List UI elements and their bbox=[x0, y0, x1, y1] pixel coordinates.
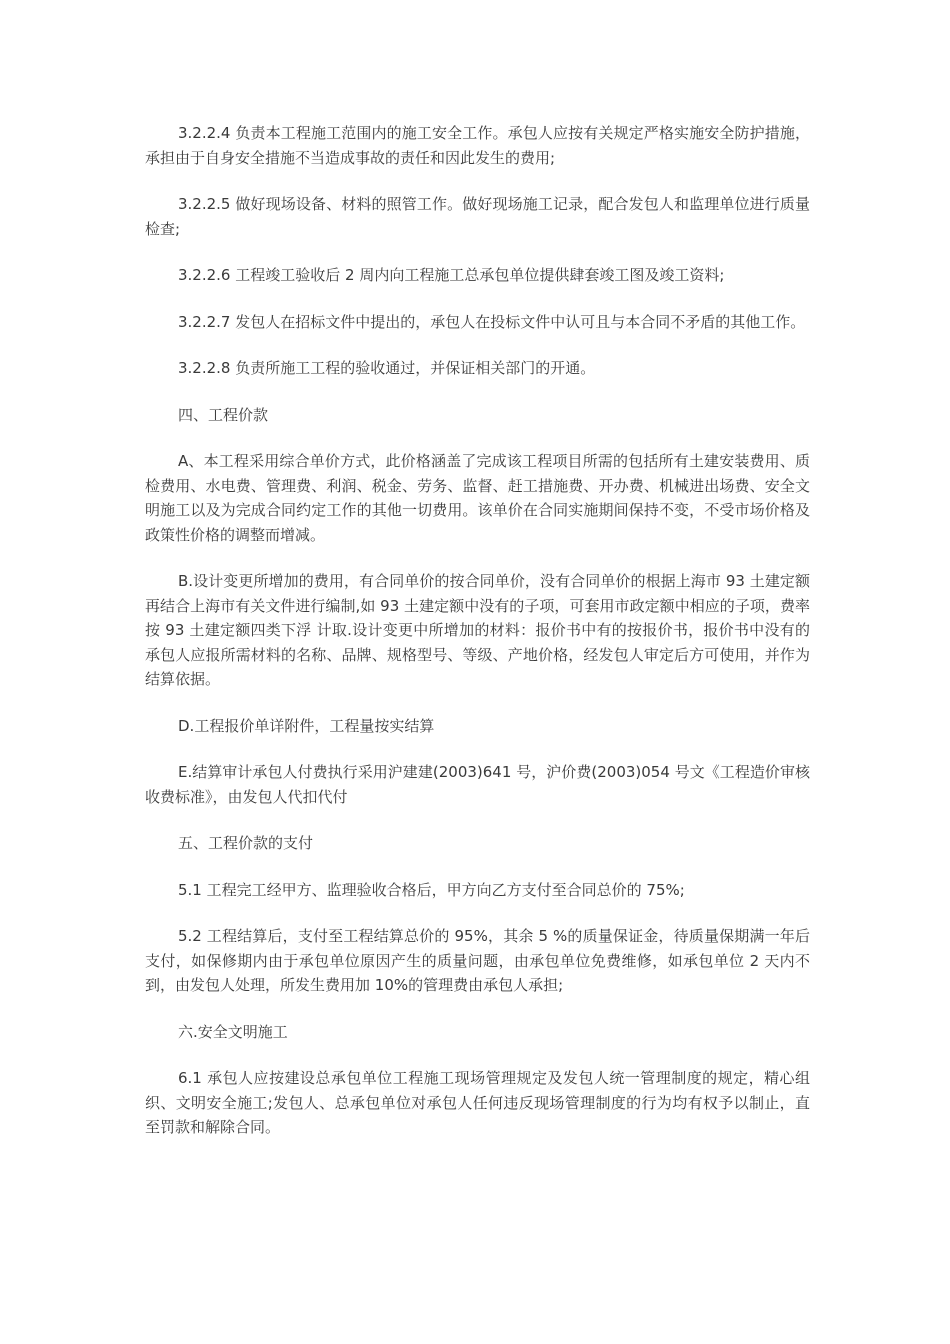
clause-3-2-2-6: 3.2.2.6 工程竣工验收后 2 周内向工程施工总承包单位提供肆套竣工图及竣工资料; bbox=[178, 266, 725, 284]
clause-3-2-2-7: 3.2.2.7 发包人在招标文件中提出的，承包人在投标文件中认可且与本合同不矛盾的其他工作。 bbox=[178, 312, 806, 331]
clause-b: B.设计变更所增加的费用，有合同单价的按合同单价，没有合同单价的根据上海市 93 土建定额再结合上海市有关文件进行编制,如 93 土建定额中没有的子项，可套用市政定额中相应的子项，费率按 93 土建定额四类下浮 计取.设计变更中所增加的材料：报价书中有的按报价书，报价书中没有的承包人应报所需材料的名称、品牌、规格型号、等级、产地价格，经发包人审定后方可使用，并作为结算依据。 bbox=[145, 572, 810, 688]
clause-a: A、本工程采用综合单价方式，此价格涵盖了完成该工程项目所需的包括所有土建安装费用、质检费用、水电费、管理费、利润、税金、劳务、监督、赶工措施费、开办费、机械进出场费、安全文明施工以及为完成合同约定工作的其他一切费用。该单价在合同实施期间保持不变，不受市场价格及政策性价格的调整而增减。 bbox=[145, 452, 810, 544]
clause-e: E.结算审计承包人付费执行采用沪建建(2003)641 号，沪价费(2003)054 号文《工程造价审核收费标准》，由发包人代扣代付 bbox=[145, 763, 810, 806]
section-heading-5: 五、工程价款的支付 bbox=[178, 834, 314, 852]
section-heading-6: 六.安全文明施工 bbox=[178, 1022, 288, 1041]
clause-5-1: 5.1 工程完工经甲方、监理验收合格后，甲方向乙方支付至合同总价的 75%; bbox=[178, 880, 685, 899]
clause-3-2-2-8: 3.2.2.8 负责所施工工程的验收通过，并保证相关部门的开通。 bbox=[178, 359, 596, 377]
document-body bbox=[145, 121, 810, 1162]
clause-3-2-2-5: 3.2.2.5 做好现场设备、材料的照管工作。做好现场施工记录，配合发包人和监理单位进行质量检查; bbox=[145, 195, 810, 238]
clause-d: D.工程报价单详附件，工程量按实结算 bbox=[178, 716, 435, 735]
clause-3-2-2-4: 3.2.2.4 负责本工程施工范围内的施工安全工作。承包人应按有关规定严格实施安全防护措施，承担由于自身安全措施不当造成事故的责任和因此发生的费用; bbox=[145, 124, 810, 167]
clause-6-1: 6.1 承包人应按建设总承包单位工程施工现场管理规定及发包人统一管理制度的规定，精心组织、文明安全施工;发包人、总承包单位对承包人任何违反现场管理制度的行为均有权予以制止，直至罚款和解除合同。 bbox=[145, 1069, 810, 1136]
clause-5-2: 5.2 工程结算后，支付至工程结算总价的 95%，其余 5 %的质量保证金，待质量保期满一年后支付，如保修期内由于承包单位原因产生的质量问题，由承包单位免费维修，如承包单位 2 天内不到，由发包人处理，所发生费用加 10%的管理费由承包人承担; bbox=[145, 927, 810, 994]
section-heading-4: 四、工程价款 bbox=[178, 405, 269, 424]
